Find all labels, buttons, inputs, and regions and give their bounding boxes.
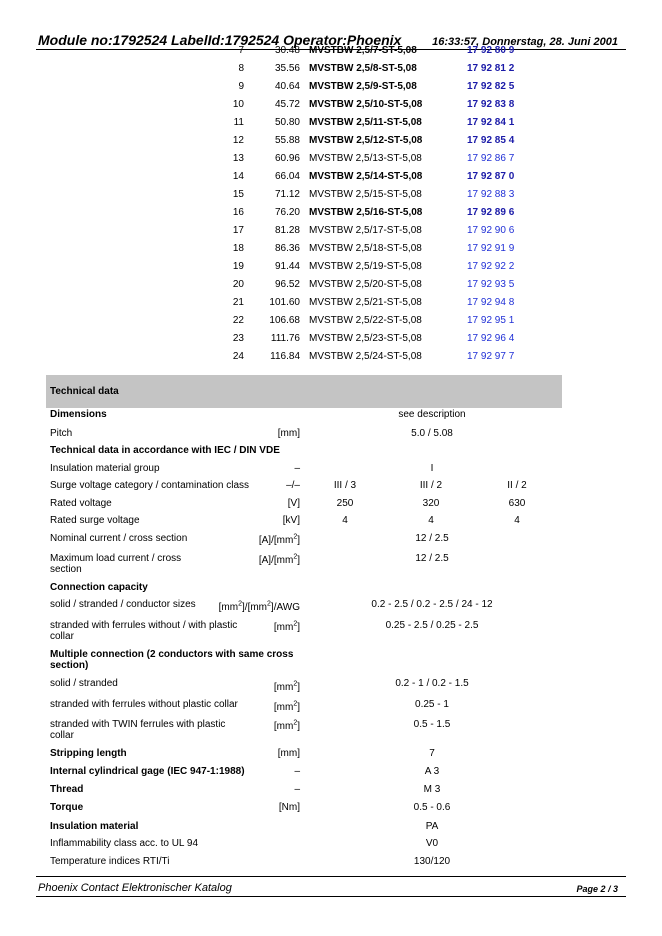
header-title: Module no:1792524 LabelId:1792524 Operator:Phoenix: [38, 32, 402, 48]
type-cell: MVSTBW 2,5/14-ST-5,08: [309, 171, 423, 182]
dimensions-value: see description: [398, 409, 466, 420]
type-cell: MVSTBW 2,5/21-ST-5,08: [309, 297, 422, 308]
temperature-label: Temperature indices RTI/Ti: [50, 856, 170, 867]
position-cell: 23: [232, 333, 244, 344]
order-number-cell: 17 92 82 5: [467, 81, 515, 92]
type-cell: MVSTBW 2,5/19-ST-5,08: [309, 261, 422, 272]
multi-solid-stranded-unit: $[mm^2]$: [273, 680, 300, 693]
max-load-current-unit: $[A]/[mm^2]$: [258, 553, 300, 566]
pitch-cell: 50.80: [274, 117, 300, 128]
order-number-cell: 17 92 83 8: [467, 99, 515, 110]
pitch-cell: 45.72: [274, 99, 300, 110]
type-cell: MVSTBW 2,5/24-ST-5,08: [309, 351, 422, 362]
type-cell: MVSTBW 2,5/16-ST-5,08: [309, 207, 423, 218]
multi-solid-stranded-value: 0.2 - 1 / 0.2 - 1.5: [395, 678, 469, 689]
order-number-cell: 17 92 96 4: [467, 333, 515, 344]
max-load-current-value: 12 / 2.5: [415, 553, 449, 564]
position-cell: 10: [232, 99, 244, 110]
solid-stranded-awg-label: solid / stranded / conductor sizes: [50, 599, 196, 610]
insulation-material-label: Insulation material: [50, 821, 139, 832]
type-cell: MVSTBW 2,5/23-ST-5,08: [309, 333, 422, 344]
insulation-group-label: Insulation material group: [50, 463, 160, 474]
type-cell: MVSTBW 2,5/20-ST-5,08: [309, 279, 422, 290]
surge-category-unit: –/–: [286, 480, 300, 491]
solid-stranded-awg-value: 0.2 - 2.5 / 0.2 - 2.5 / 24 - 12: [371, 599, 493, 610]
pitch-label: Pitch: [50, 428, 73, 439]
footer-catalog-name: Phoenix Contact Elektronischer Katalog: [38, 882, 232, 894]
multi-twin-unit: $[mm^2]$: [273, 719, 300, 732]
position-cell: 11: [233, 117, 244, 128]
pitch-cell: 101.60: [269, 297, 300, 308]
multi-ferrules-label: stranded with ferrules without plastic collar: [50, 699, 238, 710]
type-cell: MVSTBW 2,5/15-ST-5,08: [309, 189, 422, 200]
multi-twin-value: 0.5 - 1.5: [413, 719, 451, 730]
order-number-cell: 17 92 88 3: [467, 189, 515, 200]
type-cell: MVSTBW 2,5/8-ST-5,08: [309, 63, 417, 74]
gage-value: A 3: [424, 766, 440, 777]
solid-stranded-awg-unit: $[mm^2]/[mm^2]$/AWG: [218, 600, 300, 613]
table-row: [0, 168, 662, 186]
rated-voltage-label: Rated voltage: [50, 498, 112, 509]
rated-surge-voltage-label: Rated surge voltage: [50, 515, 140, 526]
table-row: [0, 294, 662, 312]
order-number-cell: 17 92 92 2: [467, 261, 515, 272]
position-cell: 21: [232, 297, 244, 308]
position-cell: 20: [232, 279, 244, 290]
position-cell: 18: [232, 243, 244, 254]
position-cell: 15: [232, 189, 244, 200]
torque-unit: [Nm]: [278, 802, 300, 813]
table-row: [0, 276, 662, 294]
type-cell: MVSTBW 2,5/13-ST-5,08: [309, 153, 422, 164]
position-cell: 24: [232, 351, 244, 362]
ferrules-collar-unit: $[mm^2]$: [273, 620, 300, 633]
nominal-current-unit: $[A]/[mm^2]$: [258, 533, 300, 546]
multi-ferrules-unit: $[mm^2]$: [273, 700, 300, 713]
surge-category-label: Surge voltage category / contamination class: [50, 480, 249, 491]
order-number-cell: 17 92 95 1: [467, 315, 515, 326]
footer-divider-bottom: [36, 896, 626, 897]
order-number-cell: 17 92 97 7: [467, 351, 515, 362]
table-row: [0, 132, 662, 150]
torque-value: 0.5 - 0.6: [413, 802, 451, 813]
position-cell: 17: [232, 225, 244, 236]
footer-divider-top: [36, 876, 626, 877]
iec-heading: Technical data in accordance with IEC / DIN VDE: [50, 445, 280, 456]
pitch-cell: 71.12: [274, 189, 300, 200]
footer-page-number: Page 2 / 3: [576, 884, 618, 894]
position-cell: 16: [232, 207, 244, 218]
nominal-current-label: Nominal current / cross section: [50, 533, 188, 544]
thread-label: Thread: [50, 784, 84, 795]
order-number-cell: 17 92 94 8: [467, 297, 515, 308]
rated-voltage-col2: 320: [422, 498, 440, 509]
rated-surge-voltage-col3: 4: [514, 515, 520, 526]
type-cell: MVSTBW 2,5/11-ST-5,08: [309, 117, 422, 128]
type-cell: MVSTBW 2,5/22-ST-5,08: [309, 315, 422, 326]
table-row: [0, 258, 662, 276]
pitch-cell: 66.04: [274, 171, 300, 182]
order-number-cell: 17 92 89 6: [467, 207, 515, 218]
pitch-cell: 96.52: [274, 279, 300, 290]
order-number-cell: 17 92 81 2: [467, 63, 515, 74]
multiple-heading: Multiple connection (2 conductors with same cross section): [50, 649, 294, 671]
dimensions-label: Dimensions: [50, 409, 107, 420]
torque-label: Torque: [50, 802, 84, 813]
pitch-cell: 116.84: [270, 351, 300, 362]
position-cell: 7: [238, 45, 244, 56]
order-number-cell: 17 92 84 1: [467, 117, 515, 128]
max-load-current-label: Maximum load current / cross section: [50, 553, 182, 575]
table-row: [0, 240, 662, 258]
position-cell: 22: [232, 315, 244, 326]
table-row: [0, 186, 662, 204]
pitch-cell: 91.44: [274, 261, 300, 272]
pitch-cell: 35.56: [274, 63, 300, 74]
order-number-cell: 17 92 90 6: [467, 225, 515, 236]
table-row: [0, 222, 662, 240]
surge-category-col3: II / 2: [507, 480, 527, 491]
rated-surge-voltage-col1: 4: [342, 515, 348, 526]
order-number-cell: 17 92 85 4: [467, 135, 515, 146]
gage-unit: –: [294, 766, 300, 777]
insulation-group-value: I: [430, 463, 434, 474]
rated-voltage-col1: 250: [336, 498, 354, 509]
flammability-value: V0: [425, 838, 439, 849]
pitch-cell: 55.88: [274, 135, 300, 146]
insulation-group-unit: –: [294, 463, 300, 474]
technical-data-band: [46, 375, 562, 408]
table-row: [0, 96, 662, 114]
position-cell: 9: [238, 81, 244, 92]
pitch-cell: 76.20: [274, 207, 300, 218]
technical-data-title: Technical data: [50, 386, 119, 397]
ferrules-collar-value: 0.25 - 2.5 / 0.25 - 2.5: [385, 620, 479, 631]
pitch-value: 5.0 / 5.08: [411, 428, 453, 439]
type-cell: MVSTBW 2,5/17-ST-5,08: [309, 225, 422, 236]
product-table: [0, 45, 662, 371]
rated-voltage-unit: [V]: [287, 498, 300, 509]
stripping-length-value: 7: [429, 748, 435, 759]
flammability-label: Inflammability class acc. to UL 94: [50, 838, 199, 849]
table-row: [0, 60, 662, 78]
position-cell: 13: [232, 153, 244, 164]
nominal-current-value: 12 / 2.5: [415, 533, 449, 544]
table-row: [0, 204, 662, 222]
table-row: [0, 150, 662, 168]
order-number-cell: 17 92 87 0: [467, 171, 515, 182]
multi-ferrules-value: 0.25 - 1: [415, 699, 449, 710]
header-date: 16:33:57, Donnerstag, 28. Juni 2001: [432, 36, 618, 48]
table-row: [0, 348, 662, 366]
table-row: [0, 78, 662, 96]
temperature-value: 130/120: [413, 856, 451, 867]
pitch-unit: [mm]: [277, 428, 300, 439]
order-number-cell: 17 92 80 9: [467, 45, 515, 56]
thread-value: M 3: [423, 784, 441, 795]
surge-category-col2: III / 2: [419, 480, 443, 491]
type-cell: MVSTBW 2,5/12-ST-5,08: [309, 135, 423, 146]
table-row: [0, 330, 662, 348]
stripping-length-unit: [mm]: [277, 748, 300, 759]
pitch-cell: 60.96: [274, 153, 300, 164]
stripping-length-label: Stripping length: [50, 748, 127, 759]
connection-heading: Connection capacity: [50, 582, 148, 593]
position-cell: 12: [232, 135, 244, 146]
thread-unit: –: [294, 784, 300, 795]
rated-surge-voltage-col2: 4: [428, 515, 434, 526]
rated-voltage-col3: 630: [508, 498, 526, 509]
type-cell: MVSTBW 2,5/9-ST-5,08: [309, 81, 417, 92]
ferrules-collar-label: stranded with ferrules without / with plastic collar: [50, 620, 238, 642]
multi-twin-label: stranded with TWIN ferrules with plastic collar: [50, 719, 226, 741]
order-number-cell: 17 92 91 9: [467, 243, 515, 254]
table-row: [0, 42, 662, 60]
order-number-cell: 17 92 86 7: [467, 153, 515, 164]
pitch-cell: 40.64: [274, 81, 300, 92]
pitch-cell: 86.36: [274, 243, 300, 254]
position-cell: 14: [232, 171, 244, 182]
pitch-cell: 111.76: [270, 333, 300, 344]
insulation-material-value: PA: [425, 821, 439, 832]
surge-category-col1: III / 3: [333, 480, 357, 491]
type-cell: MVSTBW 2,5/18-ST-5,08: [309, 243, 422, 254]
pitch-cell: 106.68: [269, 315, 300, 326]
order-number-cell: 17 92 93 5: [467, 279, 515, 290]
table-row: [0, 114, 662, 132]
gage-label: Internal cylindrical gage (IEC 947-1:1988): [50, 766, 245, 777]
pitch-cell: 30.48: [274, 45, 300, 56]
multi-solid-stranded-label: solid / stranded: [50, 678, 118, 689]
pitch-cell: 81.28: [274, 225, 300, 236]
position-cell: 8: [238, 63, 244, 74]
table-row: [0, 312, 662, 330]
position-cell: 19: [232, 261, 244, 272]
type-cell: MVSTBW 2,5/10-ST-5,08: [309, 99, 423, 110]
type-cell: MVSTBW 2,5/7-ST-5,08: [309, 45, 417, 56]
rated-surge-voltage-unit: [kV]: [282, 515, 300, 526]
